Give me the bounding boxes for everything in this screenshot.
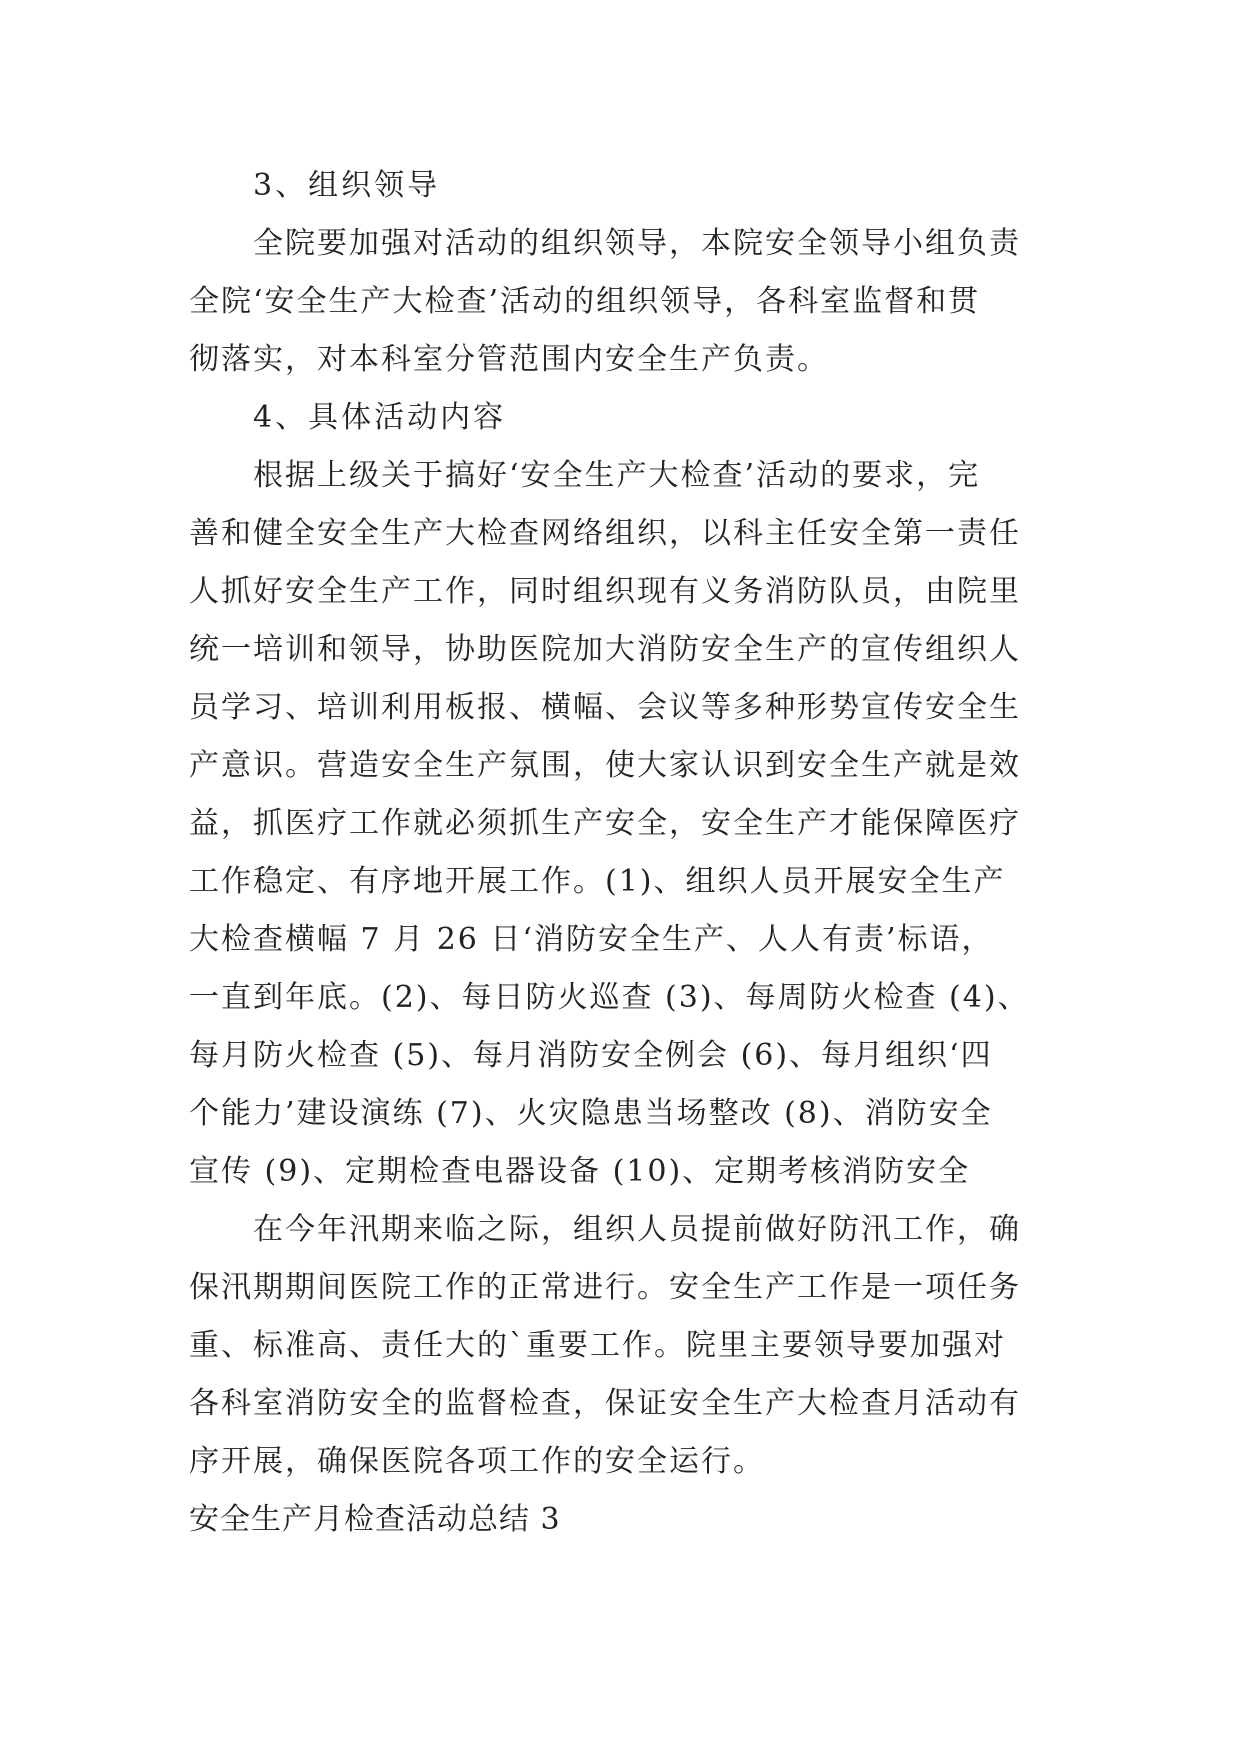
document-body	[189, 157, 1059, 1549]
paragraph-line: 大检查横幅 7 月 26 日‘消防安全生产、人人有责’标语，	[189, 922, 994, 957]
paragraph-line: 每月防火检查 (5)、每月消防安全例会 (6)、每月组织‘四	[189, 1038, 993, 1073]
paragraph-line: 工作稳定、有序地开展工作。(1)、组织人员开展安全生产	[189, 864, 1006, 899]
paragraph-line: 序开展，确保医院各项工作的安全运行。	[189, 1444, 765, 1479]
paragraph-line: 善和健全安全生产大检查网络组织，以科主任安全第一责任	[189, 516, 1021, 551]
section-heading-activities: 4、具体活动内容	[253, 400, 507, 435]
paragraph-line: 益，抓医疗工作就必须抓生产安全，安全生产才能保障医疗	[189, 806, 1021, 841]
paragraph-line: 个能力’建设演练 (7)、火灾隐患当场整改 (8)、消防安全	[189, 1096, 993, 1131]
paragraph-line: 重、标准高、责任大的`重要工作。院里主要领导要加强对	[189, 1328, 1006, 1363]
paragraph-line: 在今年汛期来临之际，组织人员提前做好防汛工作，确	[253, 1212, 1021, 1247]
paragraph-line: 各科室消防安全的监督检查，保证安全生产大检查月活动有	[189, 1386, 1021, 1421]
section-title: 安全生产月检查活动总结 3	[189, 1502, 561, 1537]
paragraph-line: 保汛期期间医院工作的正常进行。安全生产工作是一项任务	[189, 1270, 1021, 1305]
paragraph-line: 宣传 (9)、定期检查电器设备 (10)、定期考核消防安全	[189, 1154, 971, 1189]
paragraph-line: 一直到年底。(2)、每日防火巡查 (3)、每周防火检查 (4)、	[189, 980, 1030, 1015]
paragraph-line: 全院要加强对活动的组织领导，本院安全领导小组负责	[253, 226, 1021, 261]
paragraph-line: 员学习、培训利用板报、横幅、会议等多种形势宣传安全生	[189, 690, 1021, 725]
paragraph-line: 彻落实，对本科室分管范围内安全生产负责。	[189, 342, 829, 377]
paragraph-line: 根据上级关于搞好‘安全生产大检查’活动的要求，完	[253, 458, 981, 493]
paragraph-line: 产意识。营造安全生产氛围，使大家认识到安全生产就是效	[189, 748, 1021, 783]
paragraph-line: 人抓好安全生产工作，同时组织现有义务消防队员，由院里	[189, 574, 1021, 609]
paragraph-line: 统一培训和领导，协助医院加大消防安全生产的宣传组织人	[189, 632, 1021, 667]
paragraph-line: 全院‘安全生产大检查’活动的组织领导，各科室监督和贯	[189, 284, 981, 319]
section-heading-organization: 3、组织领导	[253, 168, 441, 203]
